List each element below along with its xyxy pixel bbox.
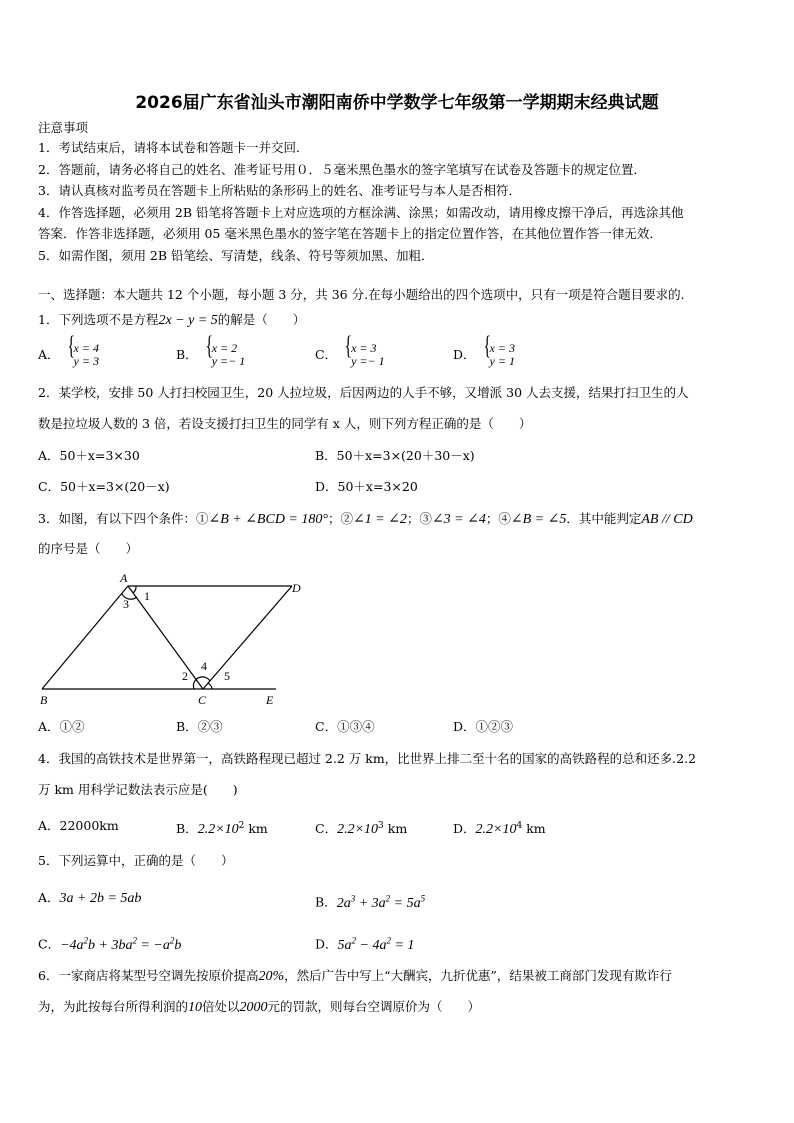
section-heading: 一、选择题：本大题共 12 个小题，每小题 3 分，共 36 分.在每小题给出的四个选项中，只有一项是符合题目要求的. bbox=[38, 287, 685, 302]
q1-a-line2: y = 3 bbox=[73, 354, 99, 368]
q6-line1a: 6．一家商店将某型号空调先按原价提高 bbox=[38, 968, 259, 983]
notice-heading: 注意事项 bbox=[38, 120, 89, 135]
angle-label-1: 1 bbox=[144, 589, 150, 603]
q6-line2b: 倍处以 bbox=[202, 999, 240, 1014]
angle-arc-a-inner bbox=[133, 586, 136, 593]
q6-line2a: 为，为此按每台所得利润的 bbox=[38, 999, 189, 1014]
segment-ab bbox=[42, 586, 128, 689]
q5-option-d bbox=[315, 932, 414, 954]
q3-sep1: ；② bbox=[327, 511, 353, 526]
point-label-c: C bbox=[198, 693, 207, 707]
q6-multiplier: 10 bbox=[188, 1000, 203, 1015]
q1-c-line1: { x = 3 bbox=[351, 341, 377, 355]
q3-option-c: C．①③④ bbox=[315, 719, 375, 734]
q1-option-d bbox=[453, 342, 515, 368]
q1-d-line2: y = 1 bbox=[489, 354, 515, 368]
q3-condition-3: ∠3 = ∠4 bbox=[431, 512, 486, 527]
q1-c-line2: y =− 1 bbox=[351, 354, 385, 368]
q3-line1a: 3．如图，有以下四个条件：① bbox=[38, 511, 209, 526]
q3-sep2: ；③ bbox=[406, 511, 432, 526]
q4-option-d-unit: km bbox=[522, 821, 546, 837]
q4-option-b-base: 2.2×10 bbox=[197, 822, 239, 838]
q2-option-b: B．50＋x=3×(20＋30－x) bbox=[315, 448, 475, 463]
q5-option-a bbox=[38, 890, 141, 907]
q1-option-b-label: B． bbox=[176, 346, 198, 362]
q1-option-a-label: A． bbox=[38, 346, 60, 362]
q4-option-d bbox=[453, 818, 546, 838]
q5-option-b bbox=[315, 890, 425, 912]
question-5-stem: 5．下列运算中，正确的是（ ） bbox=[38, 853, 234, 868]
q3-line1b: ．其中能判定 bbox=[566, 511, 642, 526]
notice-item-5: 5．如需作图，须用 2B 铅笔绘、写清楚，线条、符号等须加黑、加粗． bbox=[38, 248, 434, 263]
q1-option-c-system bbox=[343, 342, 385, 368]
q6-line1b: ，然后广告中写上“大酬宾，九折优惠”，结果被工商部门发现有欺诈行 bbox=[284, 968, 672, 983]
q1-b-line2: y =− 1 bbox=[211, 354, 246, 368]
question-6-line-1 bbox=[38, 968, 672, 985]
question-2-line-2: 数是拉垃圾人数的 3 倍，若设支援打扫卫生的同学有 x 人，则下列方程正确的是（ ） bbox=[38, 416, 532, 431]
q4-option-c-label: C． bbox=[315, 821, 338, 837]
q1-option-b bbox=[176, 342, 245, 368]
q4-option-b-unit: km bbox=[244, 821, 268, 837]
q3-condition-1: ∠B + ∠BCD = 180° bbox=[208, 512, 328, 527]
notice-item-1: 1．考试结束后，请将本试卷和答题卡一并交回． bbox=[38, 140, 309, 155]
notice-item-4-cont: 答案．作答非选择题，必须用 05 毫米黑色墨水的签字笔在答题卡上的指定位置作答，在其他位置作答一律无效． bbox=[38, 226, 662, 241]
q5-option-c-label: C． bbox=[38, 936, 61, 952]
q1-stem-a: 1．下列选项不是方程 bbox=[38, 312, 159, 327]
q6-percent: 20% bbox=[258, 969, 285, 984]
angle-label-2: 2 bbox=[182, 669, 188, 683]
notice-item-3: 3．请认真核对监考员在答题卡上所粘贴的条形码上的姓名、准考证号与本人是否相符． bbox=[38, 183, 521, 198]
q5-option-b-label: B． bbox=[315, 894, 337, 910]
q4-option-c-exp: 3 bbox=[378, 821, 384, 831]
q4-option-c-base: 2.2×10 bbox=[337, 822, 379, 838]
q6-fine: 2000 bbox=[239, 1000, 268, 1015]
question-3-line-2: 的序号是（ ） bbox=[38, 541, 139, 556]
segment-cd bbox=[203, 586, 292, 689]
notice-item-2: 2．答题前，请务必将自己的姓名、准考证号用０．５毫米黑色墨水的签字笔填写在试卷及答题卡的规定位置． bbox=[38, 162, 646, 177]
q5-option-b-expr: $2a^3 + 3a^2 = 5a^5$ bbox=[336, 893, 426, 911]
point-label-b: B bbox=[40, 693, 48, 707]
point-label-e: E bbox=[266, 693, 274, 707]
q1-option-b-system bbox=[204, 342, 246, 368]
point-label-d: D bbox=[292, 581, 301, 595]
question-4-line-2: 万 km 用科学记数法表示应是( ) bbox=[38, 782, 238, 797]
angle-arc-c-right bbox=[208, 683, 212, 689]
q5-option-a-label: A． bbox=[38, 890, 60, 905]
q4-option-d-label: D． bbox=[453, 821, 476, 837]
q2-option-d: D．50＋x=3×20 bbox=[315, 479, 418, 494]
q5-option-d-expr: $5a^2 - 4a^2 = 1$ bbox=[337, 935, 415, 953]
q3-condition-2: ∠1 = ∠2 bbox=[353, 512, 407, 527]
notice-item-4: 4．作答选择题，必须用 2B 铅笔将答题卡上对应选项的方框涂满、涂黑；如需改动，请用橡皮擦干净后，再选涂其他 bbox=[38, 205, 684, 220]
question-6-line-2 bbox=[38, 999, 480, 1016]
q3-figure bbox=[30, 568, 301, 708]
question-4-line-1: 4．我国的高铁技术是世界第一，高铁路程现已超过 2.2 万 km，比世界上排二至十名的国家的高铁路程的总和还多.2.2 bbox=[38, 751, 697, 766]
q4-option-b-label: B． bbox=[176, 821, 198, 837]
q1-option-a-system bbox=[66, 342, 99, 368]
q4-option-c bbox=[315, 818, 407, 838]
q4-option-d-base: 2.2×10 bbox=[475, 822, 517, 838]
q1-option-c bbox=[315, 342, 385, 368]
q4-option-b-exp: 2 bbox=[238, 821, 245, 831]
q3-option-a: A．①② bbox=[38, 719, 85, 734]
question-3-line-1 bbox=[38, 511, 693, 528]
q1-d-line1: { x = 3 bbox=[489, 341, 515, 355]
page-title: 2026届广东省汕头市潮阳南侨中学数学七年级第一学期期末经典试题 bbox=[135, 93, 659, 113]
q1-option-c-label: C． bbox=[315, 346, 338, 362]
q3-option-b: B．②③ bbox=[176, 719, 223, 734]
segment-ac bbox=[128, 586, 203, 689]
angle-label-4: 4 bbox=[201, 659, 207, 673]
q3-option-d: D．①②③ bbox=[453, 719, 514, 734]
q1-option-d-system bbox=[482, 342, 515, 368]
q3-condition-4: ∠B = ∠5 bbox=[510, 512, 567, 527]
q5-option-d-label: D． bbox=[315, 936, 338, 952]
q4-option-d-exp: 4 bbox=[516, 821, 523, 831]
q5-option-c-expr: $-4a^2b + 3ba^2 = -a^2b$ bbox=[60, 935, 182, 953]
q5-option-c bbox=[38, 932, 181, 954]
q3-sep3: ；④ bbox=[485, 511, 511, 526]
q4-option-a: A．22000km bbox=[38, 818, 119, 833]
q6-line2c: 元的罚款，则每台空调原价为（ ） bbox=[267, 999, 481, 1014]
angle-label-5: 5 bbox=[224, 669, 230, 683]
q1-a-line1: { x = 4 bbox=[73, 341, 99, 355]
q1-option-d-label: D． bbox=[453, 346, 476, 362]
question-2-line-1: 2．某学校，安排 50 人打扫校园卫生，20 人拉垃圾，后因两边的人手不够，又增派 30 人去支援，结果打扫卫生的人 bbox=[38, 385, 689, 400]
q5-option-a-expr: 3a + 2b = 5ab bbox=[59, 891, 142, 906]
q4-option-c-unit: km bbox=[383, 821, 408, 837]
q2-option-a: A．50＋x=3×30 bbox=[38, 448, 140, 463]
point-label-a: A bbox=[120, 571, 128, 585]
q1-stem-b: 的解是（ ） bbox=[217, 312, 306, 327]
question-1-stem bbox=[38, 312, 305, 329]
q3-target: AB // CD bbox=[641, 512, 693, 527]
q2-option-c: C．50＋x=3×(20－x) bbox=[38, 479, 170, 494]
q4-option-b bbox=[176, 818, 268, 838]
q1-b-line1: { x = 2 bbox=[211, 341, 238, 355]
q1-option-a bbox=[38, 342, 99, 368]
angle-label-3: 3 bbox=[123, 597, 129, 611]
q1-equation: 2x − y = 5 bbox=[158, 313, 218, 328]
